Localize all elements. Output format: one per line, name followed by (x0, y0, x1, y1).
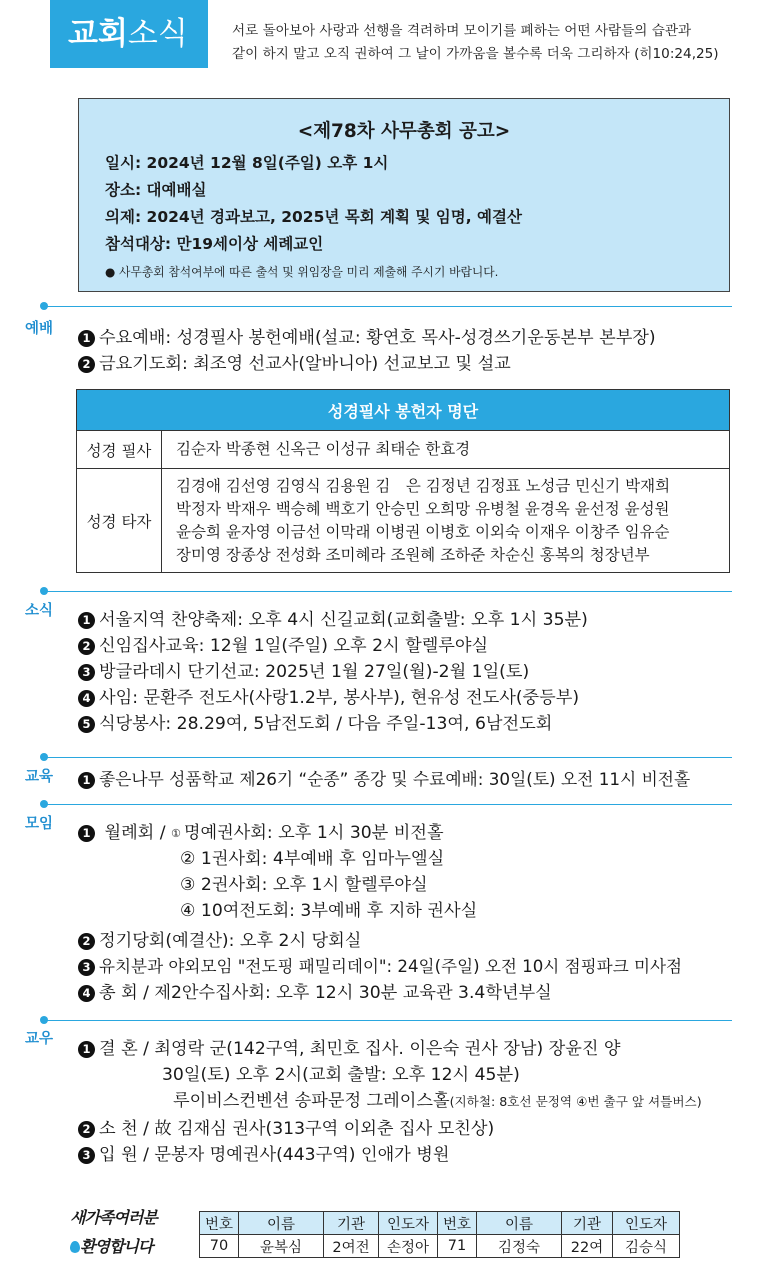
section-divider (44, 804, 732, 805)
list-item: 1 수요예배: 성경필사 봉헌예배(설교: 황연호 목사-성경쓰기운동본부 본부장) (78, 327, 656, 349)
list-item: 3 입 원 / 문봉자 명예권사(443구역) 인애가 병원 (78, 1144, 449, 1166)
header-badge (50, 0, 208, 68)
verse-line: 같이 하지 말고 오직 권하여 그 날이 가까움을 볼수록 더욱 그리하자 (히10:24,25) (232, 46, 719, 62)
bible-transcription-roster (76, 389, 730, 573)
list-item: 1 좋은나무 성품학교 제26기 “순종” 종강 및 수료예배: 30일(토) 오전 11시 비전홀 (78, 768, 690, 790)
notice-eligible: 참석대상: 만19세이상 세례교인 (105, 235, 324, 253)
section-label-meetings: 모임 (25, 816, 54, 832)
list-item-continuation: 루이비스컨벤션 송파문정 그레이스홀(지하철: 8호선 문정역 ④번 출구 앞 셔틀버스) (173, 1091, 702, 1111)
section-divider (44, 1020, 732, 1021)
list-item: 2 소 천 / 故 김재심 권사(313구역 이외춘 집사 모친상) (78, 1118, 494, 1140)
section-divider (44, 757, 732, 758)
sub-item: ③ 2권사회: 오후 1시 할렐루야실 (180, 875, 428, 895)
roster-label: 성경 타자 (77, 469, 162, 573)
list-item-continuation: 30일(토) 오후 2시(교회 출발: 오후 12시 45분) (162, 1065, 520, 1085)
list-item: 1 월례회 / ① 명예권사회: 오후 1시 30분 비전홀 (78, 822, 444, 844)
list-item: 5 식당봉사: 28.29여, 5남전도회 / 다음 주일-13여, 6남전도회 (78, 713, 552, 735)
list-item: 1 서울지역 찬양축제: 오후 4시 신길교회(교회출발: 오후 1시 35분) (78, 609, 588, 631)
list-item: 2 신임집사교육: 12월 1일(주일) 오후 2시 할렐루야실 (78, 635, 488, 657)
notice-title: <제78차 사무총회 공고> (297, 121, 511, 142)
section-label-news: 소식 (25, 603, 54, 619)
new-family-table: 번호 이름 기관 인도자 번호 이름 기관 인도자 70 윤복심 2여전 손정아 71 김정숙 22여 김승식 (199, 1211, 680, 1258)
sub-item: ④ 10여전도회: 3부예배 후 지하 권사실 (180, 901, 478, 921)
list-item: 3 유치분과 야외모임 "전도핑 패밀리데이": 24일(주일) 오전 10시 점핑파크 미사점 (78, 956, 682, 978)
roster-label: 성경 필사 (77, 431, 162, 469)
notice-date: 일시: 2024년 12월 8일(주일) 오후 1시 (105, 154, 389, 172)
list-item: 3 방글라데시 단기선교: 2025년 1월 27일(월)-2월 1일(토) (78, 661, 529, 683)
roster-names: 김경애 김선영 김영식 김용원 김 은 김정년 김정표 노성금 민신기 박재희 박정자 박재우 백승혜 백호기 안승민 오희망 유병철 윤경옥 윤선정 윤성원 윤승희 윤자영 이금선 이막래 이병권 이병호 이외숙 이재우 이창주 임유순 장미영 장종상 전성화 조미혜라 조원혜 조하준 차순신 홍복의 청장년부 (162, 469, 730, 573)
list-item: 4 사임: 문환주 전도사(사랑1.2부, 봉사부), 현유성 전도사(중등부) (78, 687, 579, 709)
section-divider (44, 306, 732, 307)
number-badge: 2 (78, 356, 95, 373)
notice-note: ● 사무총회 참석여부에 따른 출석 및 위임장을 미리 제출해 주시기 바랍니다. (105, 265, 499, 279)
verse-line: 서로 돌아보아 사랑과 선행을 격려하며 모이기를 폐하는 어떤 사람들의 습관과 (232, 23, 692, 39)
section-label-education: 교육 (25, 769, 54, 785)
roster-title: 성경필사 봉헌자 명단 (77, 390, 730, 431)
title-bold: 교회 (68, 16, 128, 52)
notice-place: 장소: 대예배실 (105, 181, 207, 199)
list-item: 2 정기당회(예결산): 오후 2시 당회실 (78, 930, 361, 952)
notice-agenda: 의제: 2024년 경과보고, 2025년 목회 계획 및 임명, 예결산 (105, 208, 522, 226)
sub-item: ② 1권사회: 4부예배 후 임마누엘실 (180, 849, 445, 869)
title-light: 소식 (127, 16, 188, 52)
number-badge: 1 (78, 330, 95, 347)
roster-names: 김순자 박종현 신옥근 이성규 최태순 한효경 (162, 431, 730, 469)
welcome-logo: 새가족여러분 환영합니다 (70, 1208, 157, 1256)
drop-icon (70, 1241, 80, 1253)
list-item: 4 총 회 / 제2안수집사회: 오후 12시 30분 교육관 3.4학년부실 (78, 982, 552, 1004)
list-item: 1 결 혼 / 최영락 군(142구역, 최민호 집사. 이은숙 권사 장남) 장윤진 양 (78, 1038, 621, 1060)
header-verse (232, 20, 752, 66)
general-assembly-notice (78, 98, 730, 292)
section-label-worship: 예배 (25, 321, 54, 337)
list-item: 2 금요기도회: 최조영 선교사(알바니아) 선교보고 및 설교 (78, 353, 511, 375)
section-label-fellowship: 교우 (25, 1031, 54, 1047)
section-divider (44, 591, 732, 592)
